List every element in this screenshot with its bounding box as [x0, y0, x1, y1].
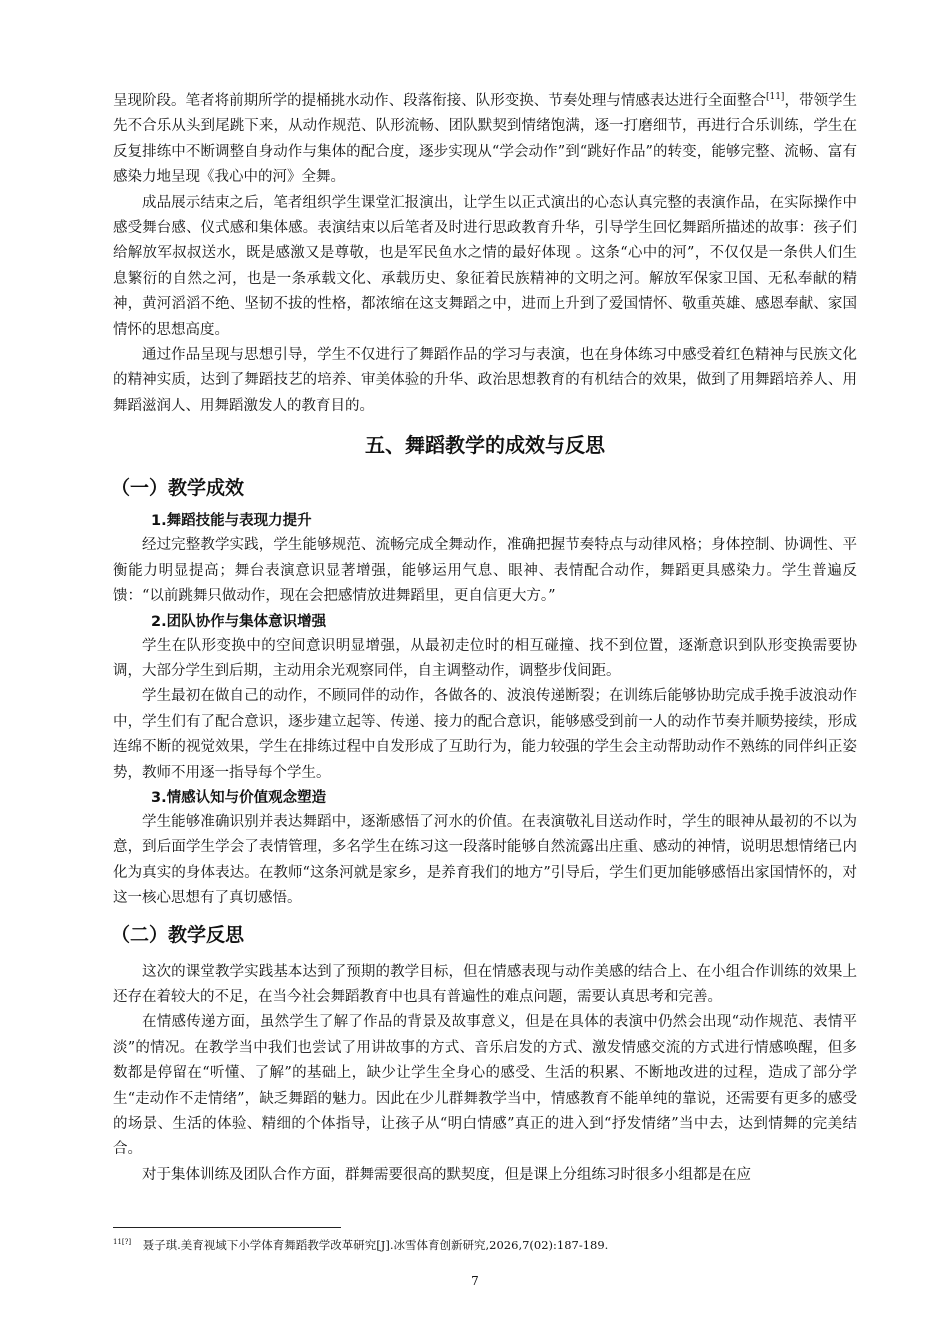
footnote-divider — [113, 1227, 341, 1228]
paragraph-reflection-1: 这次的课堂教学实践基本达到了预期的教学目标，但在情感表现与动作美感的结合上、在小组合作训练的效果上还存在着较大的不足，在当今社会舞蹈教育中也具有普遍性的难点问题，需要认真思考和完善。 — [113, 963, 857, 1005]
subsection-title-results: （一）教学成效 — [111, 477, 245, 500]
section-title: 五、舞蹈教学的成效与反思 — [365, 433, 605, 458]
page-content — [113, 89, 857, 1188]
footnote-text: 聂子琪.美育视域下小学体育舞蹈教学改革研究[J].冰雪体育创新研究,2026,7(02):187-189. — [142, 1238, 609, 1252]
paragraph-reflection-2: 在情感传递方面，虽然学生了解了作品的背景及故事意义，但是在具体的表演中仍然会出现“动作规范、表情平淡”的情况。在教学当中我们也尝试了用讲故事的方式、音乐启发的方式、激发情感交流的方式进行情感唤醒，但多数都是停留在“听懂、了解”的基础上，缺少让学生全身心的感受、生活的积累、不断地改进的过程，造成了部分学生“走动作不走情绪”，缺乏舞蹈的魅力。因此在少儿群舞教学当中，情感教育不能单纯的靠说，还需要有更多的感受的场景、生活的体验、精细的个体指导，让孩子从“明白情感”真正的进入到“抒发情绪”当中去，达到情舞的完美结合。 — [113, 1014, 857, 1158]
item-title-values: 3.情感认知与价值观念塑造 — [151, 789, 327, 806]
paragraph-teamwork-1: 学生在队形变换中的空间意识明显增强，从最初走位时的相互碰撞、找不到位置，逐渐意识到队形变换需要协调，大部分学生到后期，主动用余光观察同伴，自主调整动作，调整步伐间距。 — [113, 637, 857, 679]
citation-ref: [11] — [765, 92, 785, 103]
footnote — [113, 1236, 857, 1254]
footnote-mark: 11[?] — [113, 1238, 132, 1247]
item-title-skills: 1.舞蹈技能与表现力提升 — [151, 513, 312, 530]
item-title-teamwork: 2.团队协作与集体意识增强 — [151, 613, 327, 630]
page-number: 7 — [471, 1274, 479, 1288]
paragraph-performance: 成品展示结束之后，笔者组织学生课堂汇报演出，让学生以正式演出的心态认真完整的表演作品，在实际操作中感受舞台感、仪式感和集体感。表演结束以后笔者及时进行思政教育升华，引导学生回忆舞蹈所描述的故事：孩子们给解放军叔叔送水，既是感激又是尊敬，也是军民鱼水之情的最好体现 。这条“心中的河”，不仅仅是一条供人们生息繁衍的自然之河，也是一条承载文化、承载历史、象征着民族精神的文明之河。解放军保家卫国、无私奉献的精神，黄河滔滔不绝、坚韧不拔的性格，都浓缩在这支舞蹈之中，进而上升到了爱国情怀、敬重英雄、感恩奉献、家国情怀的思想高度。 — [113, 194, 857, 338]
paragraph-guidance: 通过作品呈现与思想引导，学生不仅进行了舞蹈作品的学习与表演，也在身体练习中感受着红色精神与民族文化的精神实质，达到了舞蹈技艺的培养、审美体验的升华、政治思想教育的有机结合的效果，做到了用舞蹈培养人、用舞蹈滋润人、用舞蹈激发人的教育目的。 — [113, 347, 857, 414]
paragraph-text: ，带领学生先不合乐从头到尾跳下来，从动作规范、队形流畅、团队默契到情绪饱满，逐一打磨细节，再进行合乐训练，学生在反复排练中不断调整自身动作与集体的配合度，逐步实现从“学会动作”到“跳好作品”的转变，能够完整、流畅、富有感染力地呈现《我心中的河》全舞。 — [113, 93, 858, 186]
paragraph-values: 学生能够准确识别并表达舞蹈中，逐渐感悟了河水的价值。在表演敬礼目送动作时，学生的眼神从最初的不以为意，到后面学生学会了表情管理，多名学生在练习这一段落时能够自然流露出庄重、感动的神情，说明思想情绪已内化为真实的身体表达。在教师“这条河就是家乡，是养育我们的地方”引导后，学生们更加能够感悟出家国情怀的，对这一核心思想有了真切感悟。 — [113, 813, 857, 907]
paragraph-teamwork-2: 学生最初在做自己的动作，不顾同伴的动作，各做各的、波浪传递断裂；在训练后能够协助完成手挽手波浪动作中，学生们有了配合意识，逐步建立起等、传递、接力的配合意识，能够感受到前一人的动作节奏并顺势接续，形成连绵不断的视觉效果，学生在排练过程中自发形成了互助行为，能力较强的学生会主动帮助动作不熟练的同伴纠正姿势，教师不用逐一指导每个学生。 — [113, 688, 857, 781]
paragraph-reflection-3: 对于集体训练及团队合作方面，群舞需要很高的默契度，但是课上分组练习时很多小组都是在应 — [142, 1166, 751, 1183]
subsection-title-reflection: （二）教学反思 — [111, 923, 245, 946]
paragraph-presentation — [113, 89, 857, 191]
paragraph-text: 呈现阶段。笔者将前期所学的提桶挑水动作、段落衔接、队形变换、节奏处理与情感表达进行全面整合 — [113, 93, 766, 109]
paragraph-skills: 经过完整教学实践，学生能够规范、流畅完成全舞动作，准确把握节奏特点与动律风格；身体控制、协调性、平衡能力明显提高；舞台表演意识显著增强，能够运用气息、眼神、表情配合动作，舞蹈更具感染力。学生普遍反馈：“以前跳舞只做动作，现在会把感情放进舞蹈里，更自信更大方。” — [113, 537, 857, 605]
